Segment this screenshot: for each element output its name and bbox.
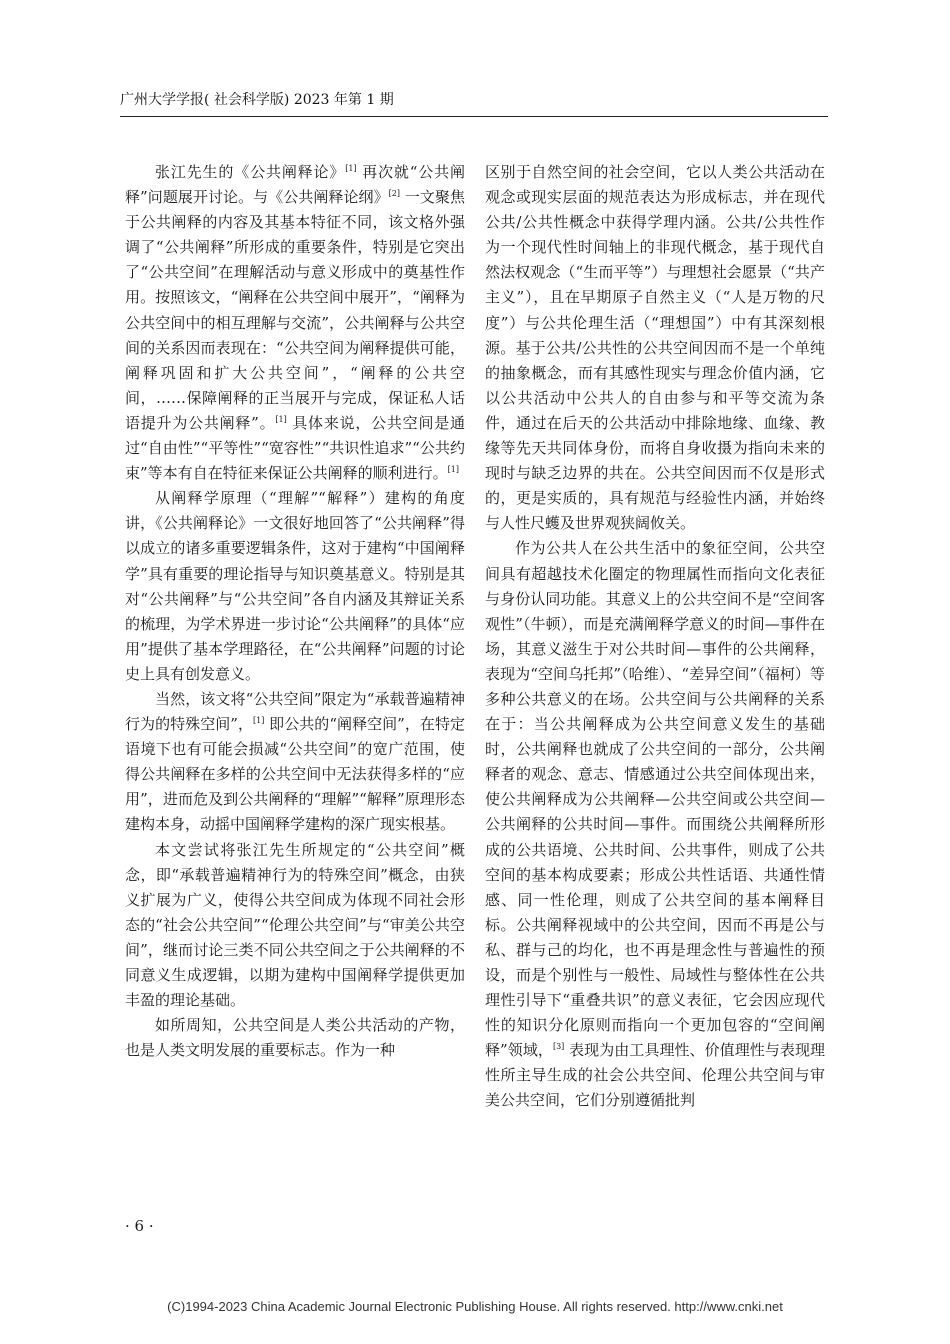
- citation-marker: [1]: [275, 414, 287, 424]
- paragraph: 本文尝试将张江先生所规定的“公共空间”概念，即“承载普遍精神行为的特殊空间”概念，由狭义扩展为广义，使得公共空间成为体现不同社会形态的“社会公共空间”“伦理公共空间”与“审美公共空间”，继而讨论三类不同公共空间之于公共阐释的不同意义生成逻辑，以期为建构中国阐释学提供更加丰盈的理论基础。: [125, 840, 465, 1010]
- text-run: 再次就“公共阐释”问题展开讨论。与《公共阐释论纲》: [125, 163, 466, 207]
- text-run: 表现为由工具理性、价值理性与表现理性所主导生成的社会公共空间、伦理公共空间与审美公共空间，它们分别遵循批判: [485, 1041, 825, 1110]
- left-column: [125, 160, 465, 1063]
- citation-marker: [1]: [447, 465, 460, 475]
- paragraph: [125, 160, 465, 486]
- text-run: 即公共的“阐释空间”，在特定语境下也有可能会损减“公共空间”的宽广范围，使得公共阐释在多样的公共空间中无法获得多样的“应用”，进而危及到公共阐释的“理解”“解释”原理形态建构本身，动摇中国阐释学建构的深广现实根基。: [125, 715, 465, 834]
- header-divider: [120, 116, 828, 117]
- text-run: 一文聚焦于公共阐释的内容及其基本特征不同，该文格外强调了“公共阐释”所形成的重要条件，特别是它突出了“公共空间”在理解活动与意义形成中的奠基性作用。按照该文，“阐释在公共空间中展开”，“阐释为公共空间中的相互理解与交流”，公共阐释与公共空间的关系因而表现在：“公共空间为阐释提供可能，阐释巩固和扩大公共空间”，“阐释的公共空间，……保障阐释的正当展开与完成，保证私人话语提升为公共阐释”。: [125, 188, 465, 432]
- paragraph: [125, 687, 465, 838]
- text-run: 具体来说，公共空间是通过“自由性”“平等性”“宽容性”“共识性追求”“公共约束”等本有自在特征来保证公共阐释的顺利进行。: [125, 413, 465, 483]
- citation-marker: [1]: [345, 164, 357, 173]
- text-run: 当然，该文将“公共空间”限定为“承载普遍精神行为的特殊空间”，: [125, 689, 465, 734]
- citation-marker: [2]: [388, 189, 400, 199]
- citation-marker: [3]: [552, 1042, 565, 1052]
- text-run: 张江先生的《公共阐释论》: [155, 163, 346, 181]
- page-number: · 6 ·: [125, 1217, 154, 1235]
- right-column: [485, 160, 825, 1114]
- citation-marker: [1]: [253, 716, 265, 726]
- running-header: 广州大学学报( 社会科学版) 2023 年第 1 期: [120, 92, 394, 108]
- paragraph: 如所周知，公共空间是人类公共活动的产物，也是人类文明发展的重要标志。作为一种: [125, 1016, 465, 1060]
- paragraph: [485, 536, 825, 1113]
- copyright-footer: (C)1994-2023 China Academic Journal Electronic Publishing House. All rights reserved. http://www.cnki.net: [167, 1299, 783, 1314]
- paragraph-continued: 区别于自然空间的社会空间，它以人类公共活动在观念或现实层面的规范表达为形成标志，并在现代公共/公共性概念中获得学理内涵。公共/公共性作为一个现代性时间轴上的非现代概念，基于现代自然法权观念（“生而平等”）与理想社会愿景（“共产主义”），且在早期原子自然主义（“人是万物的尺度”）与公共伦理生活（“理想国”）中有其深刻根源。基于公共/公共性的公共空间因而不是一个单纯的抽象概念，而有其感性现实与理念价值内涵，它以公共活动中公共人的自由参与和平等交流为条件，通过在后天的公共活动中排除地缘、血缘、教缘等先天共同体身份，而将自身收摄为指向未来的现时与缺乏边界的共在。公共空间因而不仅是形式的，更是实质的，具有规范与经验性内涵，并始终与人性尺蠖及世界观狭阔攸关。: [485, 163, 825, 533]
- paragraph: 从阐释学原理（“理解”“解释”）建构的角度讲，《公共阐释论》一文很好地回答了“公共阐释”得以成立的诸多重要逻辑条件，这对于建构“中国阐释学”具有重要的理论指导与知识奠基意义。特别是其对“公共阐释”与“公共空间”各自内涵及其辩证关系的梳理，为学术界进一步讨论“公共阐释”的具体“应用”提供了基本学理路径，在“公共阐释”问题的讨论史上具有创发意义。: [125, 489, 465, 683]
- text-run: 作为公共人在公共生活中的象征空间，公共空间具有超越技术化圈定的物理属性而指向文化表征与身份认同功能。其意义上的公共空间不是“空间客观性”（牛顿），而是充满阐释学意义的时间—事件在场，其意义滋生于对公共时间—事件的公共阐释，表现为“空间乌托邦”（哈维）、“差异空间”（福柯）等多种公共意义的在场。公共空间与公共阐释的关系在于：当公共阐释成为公共空间意义发生的基础时，公共阐释也就成了公共空间的一部分，公共阐释者的观念、意志、情感通过公共空间体现出来，使公共阐释成为公共阐释—公共空间或公共空间—公共阐释的公共时间—事件。而围绕公共阐释所形成的公共语境、公共时间、公共事件，则成了公共空间的基本构成要素；形成公共性话语、共通性情感、同一性伦理，则成了公共空间的基本阐释目标。公共阐释视域中的公共空间，因而不再是公与私、群与己的均化，也不再是理念性与普遍性的预设，而是个别性与一般性、局域性与整体性在公共理性引导下“重叠共识”的意义表征，它会因应现代性的知识分化原则而指向一个更加包容的“空间阐释”领域，: [485, 539, 825, 1060]
